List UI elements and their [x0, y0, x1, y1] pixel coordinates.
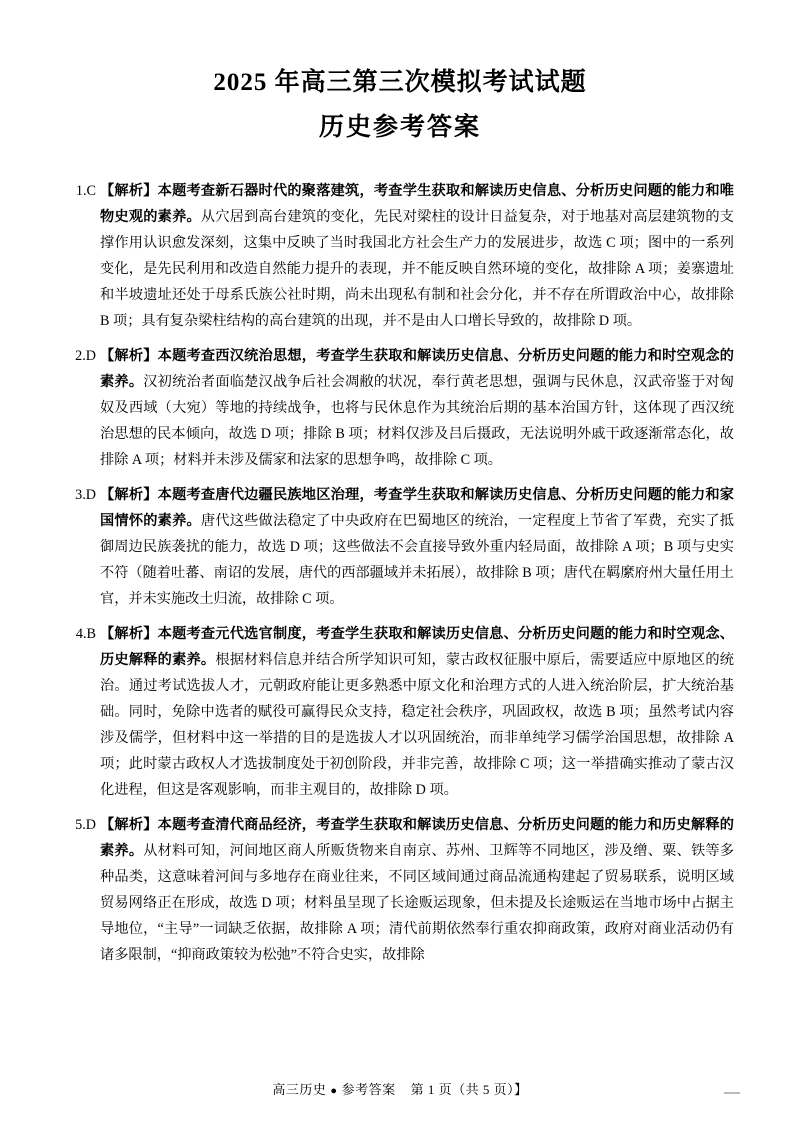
answer-index: 5. [75, 816, 86, 833]
answer-explanation: 从材料可知，河间地区商人所贩货物来自南京、苏州、卫辉等不同地区，涉及缯、粟、铁等多种品类，这意味着河间与多地存在商业往来，不同区域间通过商品流通构建起了贸易联系，说明区域贸易网络正在形成，故选 D 项；材料虽呈现了长途贩运现象，但未提及长途贩运在当地市场中占据主导地位，“主导”一词缺乏依据，故排除 A 项；清代前期依然奉行重农抑商政策，政府对商业活动仍有诸多限制，“抑商政策较为松弛”不符合史实，故排除 [100, 842, 734, 963]
page-title: 2025 年高三第三次模拟考试试题 [213, 69, 587, 96]
answer-lead: 【解析】本题考查西汉统治思想，考查学生获取和解读历史信息、分析历史问题的能力和时空观念的素养。 [100, 347, 734, 390]
answer-item [66, 812, 734, 968]
footer-content [272, 1079, 527, 1098]
answer-choice: C [86, 182, 96, 199]
page-footer [0, 1079, 800, 1098]
answer-item [66, 343, 734, 473]
answer-item [66, 178, 734, 334]
answer-number [66, 812, 100, 838]
answer-lead: 【解析】本题考查唐代边疆民族地区治理，考查学生获取和解读历史信息、分析历史问题的能力和家国情怀的素养。 [100, 486, 734, 529]
footer-doc-type: 参考答案 [341, 1082, 396, 1097]
answer-item [66, 482, 734, 612]
answer-index: 2. [75, 347, 86, 364]
answer-explanation: 从穴居到高台建筑的变化，先民对梁柱的设计日益复杂，对于地基对高层建筑物的支撑作用认识愈发深刻，这集中反映了当时我国北方社会生产力的发展进步，故选 C 项；图中的一系列变化，是先民利用和改造自然能力提升的表现，并不能反映自然环境的变化，故排除 A 项；姜寨遗址和半坡遗址还处于母系氏族公社时期，尚未出现私有制和社会分化，并不存在所谓政治中心，故排除 B 项；具有复杂梁柱结构的高台建筑的出现，并不是由人口增长导致的，故排除 D 项。 [100, 208, 734, 329]
answer-text [100, 178, 734, 334]
answer-choice: D [85, 486, 96, 503]
answer-number [66, 343, 100, 369]
answer-choice: B [86, 625, 96, 642]
answer-number [66, 178, 100, 204]
answer-list [66, 178, 734, 968]
page-title-block [66, 0, 734, 148]
footer-bracket: 】 [514, 1082, 528, 1097]
answer-explanation: 汉初统治者面临楚汉战争后社会凋敝的状况，奉行黄老思想，强调与民休息，汉武帝鉴于对匈奴及西域（大宛）等地的持续战争，也将与民休息作为其统治后期的基本治国方针，这体现了西汉统治思想的民本倾向，故选 D 项；排除 B 项；材料仅涉及吕后摄政，无法说明外戚干政逐渐常态化，故排除 A 项；材料并未涉及儒家和法家的思想争鸣，故排除 C 项。 [100, 373, 734, 468]
answer-choice: D [85, 347, 96, 364]
answer-lead: 【解析】本题考查清代商品经济，考查学生获取和解读历史信息、分析历史问题的能力和历史解释的素养。 [100, 816, 734, 859]
answer-number [66, 482, 100, 508]
answer-index: 1. [75, 182, 87, 199]
footer-subject: 高三历史 [272, 1082, 327, 1097]
page-subtitle: 历史参考答案 [318, 113, 481, 141]
answer-explanation: 根据材料信息并结合所学知识可知，蒙古政权征服中原后，需要适应中原地区的统治。通过考试选拔人才，元朝政府能让更多熟悉中原文化和治理方式的人进入统治阶层，扩大统治基础。同时，免除中选者的赋役可赢得民众支持，稳定社会秩序，巩固政权，故选 B 项；虽然考试内容涉及儒学，但材料中这一举措的目的是选拔人才以巩固统治，而非单纯学习儒学治国思想，故排除 A 项；此时蒙古政权人才选拔制度处于初创阶段，并非完善，故排除 C 项；这一举措确实推动了蒙古汉化进程，但这是客观影响，而非主观目的，故排除 D 项。 [100, 651, 734, 798]
answer-lead: 【解析】本题考查新石器时代的聚落建筑，考查学生获取和解读历史信息、分析历史问题的能力和唯物史观的素养。 [100, 182, 734, 225]
answer-text [100, 343, 734, 473]
answer-item [66, 621, 734, 803]
footer-separator-dot: ● [330, 1085, 338, 1098]
answer-number [66, 621, 100, 647]
answer-text [100, 482, 734, 612]
footer-page-number: 第 1 页（共 5 页） [410, 1082, 515, 1097]
answer-index: 3. [75, 486, 86, 503]
answer-text [100, 812, 734, 968]
answer-index: 4. [75, 625, 87, 642]
answer-lead: 【解析】本题考查元代选官制度，考查学生获取和解读历史信息、分析历史问题的能力和时空观念、历史解释的素养。 [100, 625, 734, 668]
answer-text [100, 621, 734, 803]
answer-choice: D [85, 816, 96, 833]
answer-explanation: 唐代这些做法稳定了中央政府在巴蜀地区的统治，一定程度上节省了军费，充实了抵御周边民族袭扰的能力，故选 D 项；这些做法不会直接导致外重内轻局面，故排除 A 项；B 项与史实不符（随着吐蕃、南诏的发展，唐代的西部疆域并未拓展），故排除 B 项；唐代在羁縻府州大量任用土官，并未实施改土归流，故排除 C 项。 [100, 512, 734, 607]
corner-mark [724, 1092, 740, 1094]
